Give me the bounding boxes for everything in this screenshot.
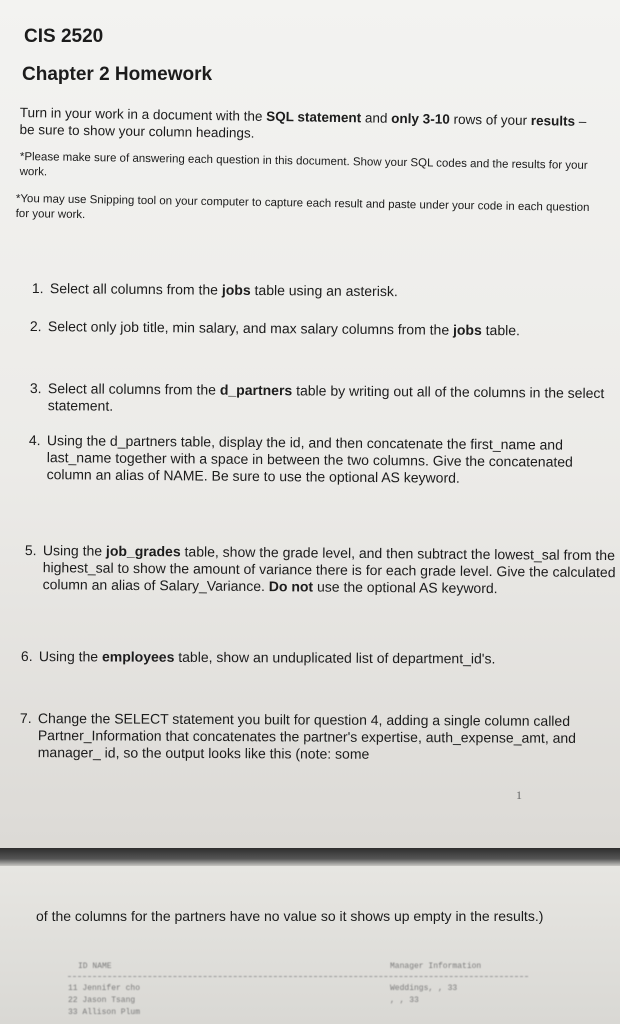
question-text: Using the xyxy=(38,648,103,665)
question-text: table by writing out all of the columns in the select statement. xyxy=(47,382,605,414)
question-keyword: d_partners xyxy=(219,381,293,399)
intro-sql-statement: SQL statement xyxy=(266,108,362,126)
note-answer-in-document: *Please make sure of answering each question in this document. Show your SQL codes and the results for your work. xyxy=(19,150,588,179)
chapter-title: Chapter 2 Homework xyxy=(22,64,213,85)
question-text: use the optional AS keyword. xyxy=(313,578,498,597)
note-snipping-tool: *You may use Snipping tool on your computer to capture each result and paste under your code in each question for your work. xyxy=(15,192,590,222)
intro-text: rows of your xyxy=(449,111,531,129)
question-text: Select all columns from the xyxy=(47,380,220,398)
page-number: 1 xyxy=(516,788,522,802)
question-2 xyxy=(30,318,608,340)
question-7 xyxy=(20,710,613,764)
table-cell: 11 Jennifer cho xyxy=(68,984,141,993)
table-cell: Weddings, , 33 xyxy=(390,984,458,993)
question-keyword: employees xyxy=(101,648,175,665)
question-text: Select all columns from the xyxy=(49,280,222,298)
question-number: 2. xyxy=(29,318,42,335)
question-text: Select only job title, min salary, and max salary columns from the xyxy=(47,318,454,338)
question-number: 5. xyxy=(24,542,37,559)
question-emphasis: Do not xyxy=(268,578,314,595)
table-row xyxy=(68,996,528,1005)
question-1 xyxy=(32,280,610,302)
question-keyword: jobs xyxy=(221,281,251,298)
question-number: 3. xyxy=(29,380,42,397)
document-page-2 xyxy=(0,866,620,1024)
table-row xyxy=(68,984,528,993)
question-text: table, show an unduplicated list of department_id's. xyxy=(174,648,496,667)
result-table-header: Manager Information xyxy=(390,962,482,971)
question-3 xyxy=(30,380,608,419)
table-row xyxy=(68,1008,528,1017)
question-number: 4. xyxy=(28,432,41,449)
question-text: table using an asterisk. xyxy=(250,281,398,300)
result-table-header: ID NAME xyxy=(78,962,112,971)
intro-text: Turn in your work in a document with the xyxy=(19,104,267,124)
page-break-shadow xyxy=(0,848,620,866)
intro-results: results xyxy=(530,113,576,129)
question-text: Using the xyxy=(42,542,107,559)
result-table-rule xyxy=(68,976,528,977)
intro-instructions xyxy=(19,104,599,147)
table-cell: , , 33 xyxy=(390,996,419,1005)
question-text: table. xyxy=(481,321,521,339)
question-text: Change the SELECT statement you built for question 4, adding a single column called Partner_Information that concatenates the partner's expertise, auth_expense_amt, and manager_ id, so the output looks like this (note: some xyxy=(37,710,577,762)
question-text: Using the d_partners table, display the id, and then concatenate the first_name and last_name together with a space in between the two columns. Give the concatenated column an alias of NAME. Be sure to use the optional AS keyword. xyxy=(46,432,573,486)
question-keyword: job_grades xyxy=(105,542,181,560)
question-text: table, show the grade level, and then subtract the lowest_sal from the highest_sal to show the amount of variance there is for each grade level. Give the calculated column an alias of Salary_Variance. xyxy=(42,543,616,595)
question-number: 7. xyxy=(19,710,32,727)
question-5 xyxy=(25,542,618,598)
intro-only: only 3-10 xyxy=(391,110,450,127)
question-number: 6. xyxy=(20,648,33,665)
table-cell: 33 Allison Plum xyxy=(68,1008,141,1017)
question-6 xyxy=(21,648,614,668)
table-cell: 22 Jason Tsang xyxy=(68,996,136,1005)
question-4 xyxy=(29,432,607,488)
question-keyword: jobs xyxy=(452,321,482,338)
course-title: CIS 2520 xyxy=(24,26,104,47)
question-7-continuation: of the columns for the partners have no value so it shows up empty in the results.) xyxy=(36,908,544,924)
question-number: 1. xyxy=(31,280,44,297)
intro-text: – be sure to show your column headings. xyxy=(19,113,587,141)
intro-text: and xyxy=(361,110,392,126)
